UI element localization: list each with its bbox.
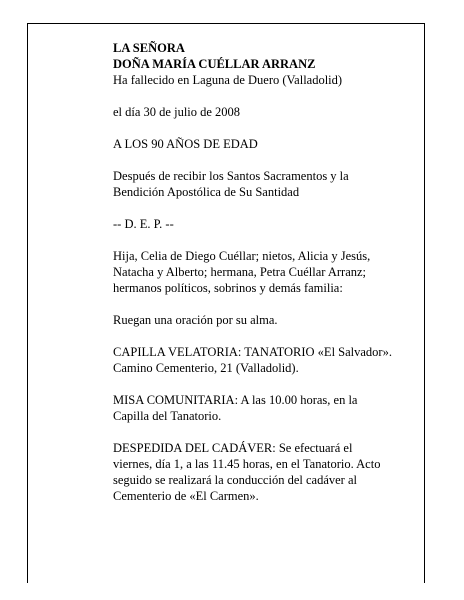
chapel-line-2: Camino Cementerio, 21 (Valladolid). bbox=[113, 361, 299, 375]
family-line-1: Hija, Celia de Diego Cuéllar; nietos, Alicia y Jesús, bbox=[113, 249, 371, 263]
farewell-line-4: Cementerio de «El Carmen». bbox=[113, 489, 259, 503]
obituary-notice bbox=[113, 40, 433, 504]
farewell-line-1: DESPEDIDA DEL CADÁVER: Se efectuará el bbox=[113, 441, 353, 455]
died-place: Ha fallecido en Laguna de Duero (Valladolid) bbox=[113, 73, 343, 87]
sacraments-line-2: Bendición Apostólica de Su Santidad bbox=[113, 185, 300, 199]
mass-line-2: Capilla del Tanatorio. bbox=[113, 409, 222, 423]
notice-heading-title: LA SEÑORA bbox=[113, 41, 185, 55]
sacraments-line-1: Después de recibir los Santos Sacramentos y la bbox=[113, 169, 349, 183]
family-line-2: Natacha y Alberto; hermana, Petra Cuéllar Arranz; bbox=[113, 265, 367, 279]
farewell-line-3: seguido se realizará la conducción del cadáver al bbox=[113, 473, 357, 487]
date-line: el día 30 de julio de 2008 bbox=[113, 105, 241, 119]
notice-heading-name: DOÑA MARÍA CUÉLLAR ARRANZ bbox=[113, 57, 316, 71]
chapel-line-1: CAPILLA VELATORIA: TANATORIO «El Salvador». bbox=[113, 345, 392, 359]
mass-line-1: MISA COMUNITARIA: A las 10.00 horas, en la bbox=[113, 393, 358, 407]
family-line-3: hermanos políticos, sobrinos y demás familia: bbox=[113, 281, 343, 295]
rip-line: -- D. E. P. -- bbox=[113, 217, 174, 231]
farewell-line-2: viernes, día 1, a las 11.45 horas, en el Tanatorio. Acto bbox=[113, 457, 381, 471]
prayer-line: Ruegan una oración por su alma. bbox=[113, 313, 278, 327]
age-line: A LOS 90 AÑOS DE EDAD bbox=[113, 137, 258, 151]
